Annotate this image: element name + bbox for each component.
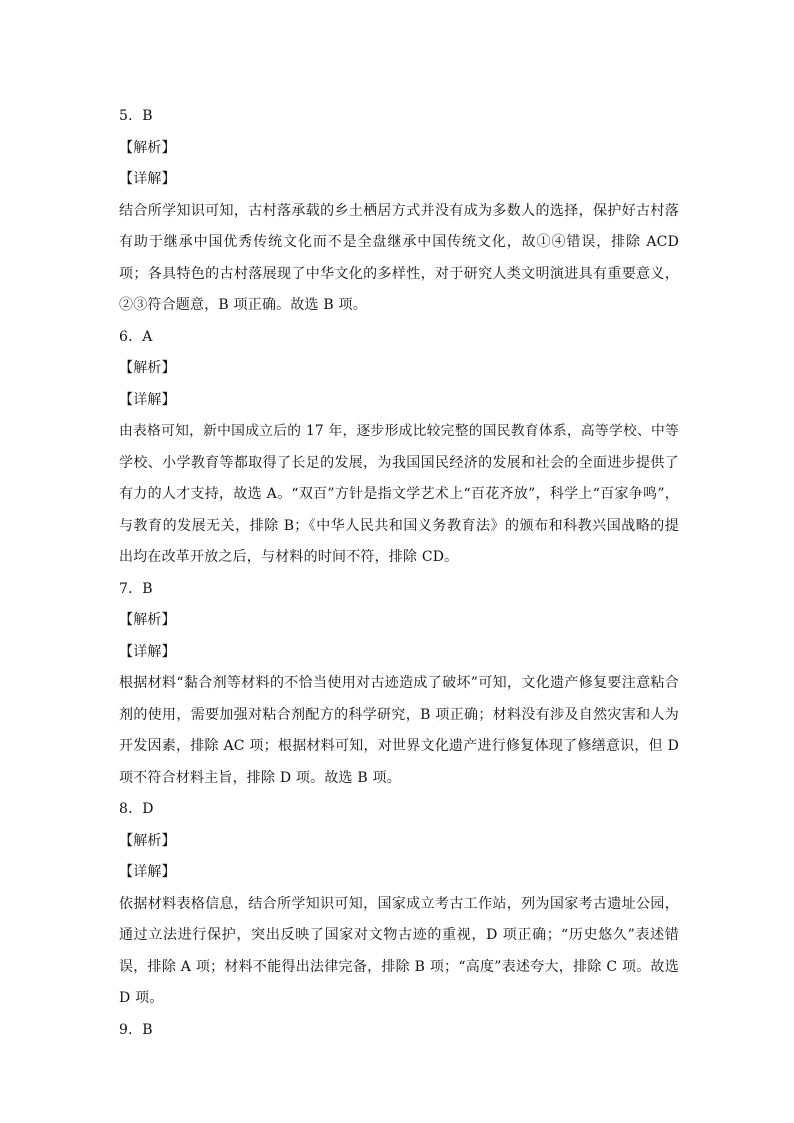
paragraph-line: 与教育的发展无关，排除 B；《中华人民共和国义务教育法》的颁布和科教兴国战略的提 — [119, 517, 679, 534]
detail-heading: 【详解】 — [119, 391, 176, 408]
paragraph-line: 项；各具特色的古村落展现了中华文化的多样性，对于研究人类文明演进具有重要意义， — [119, 265, 679, 282]
question-number: 7．B — [119, 580, 153, 597]
analysis-heading: 【解析】 — [119, 360, 176, 376]
question-number: 8．D — [119, 801, 154, 817]
paragraph-line: D 项。 — [119, 990, 164, 1006]
paragraph-line: 出均在改革开放之后，与材料的时间不符，排除 CD。 — [119, 549, 459, 565]
paragraph-line: ②③符合题意，B 项正确。故选 B 项。 — [119, 297, 367, 313]
paragraph-line: 由表格可知，新中国成立后的 17 年，逐步形成比较完整的国民教育体系，高等学校、中等 — [119, 423, 679, 439]
detail-heading: 【详解】 — [119, 171, 176, 187]
paragraph-line: 根据材料“黏合剂等材料的不恰当使用对古迹造成了破坏”可知，文化遗产修复要注意粘合 — [119, 675, 679, 691]
paragraph-line: 误，排除 A 项；材料不能得出法律完备，排除 B 项；“高度”表述夸大，排除 C 项。故选 — [119, 958, 679, 975]
detail-heading: 【详解】 — [119, 643, 176, 660]
paragraph-line: 学校、小学教育等都取得了长足的发展，为我国国民经济的发展和社会的全面进步提供了 — [119, 454, 679, 471]
paragraph-line: 有力的人才支持，故选 A。“双百”方针是指文学艺术上“百花齐放”，科学上“百家争鸣”， — [119, 486, 679, 502]
question-number: 6．A — [119, 328, 153, 345]
question-number: 9．B — [119, 1021, 153, 1038]
question-number: 5．B — [119, 108, 153, 124]
paragraph-line: 通过立法进行保护，突出反映了国家对文物古迹的重视，D 项正确；“历史悠久”表述错 — [119, 927, 679, 943]
paragraph-line: 有助于继承中国优秀传统文化而不是全盘继承中国传统文化，故①④错误，排除 ACD — [119, 234, 679, 250]
analysis-heading: 【解析】 — [119, 139, 176, 156]
analysis-heading: 【解析】 — [119, 612, 176, 628]
answer-text-block — [119, 101, 679, 1046]
detail-heading: 【详解】 — [119, 864, 176, 880]
paragraph-line: 依据材料表格信息，结合所学知识可知，国家成立考古工作站，列为国家考古遗址公园， — [119, 895, 679, 912]
paragraph-line: 结合所学知识可知，古村落承载的乡土栖居方式并没有成为多数人的选择，保护好古村落 — [119, 202, 679, 219]
analysis-heading: 【解析】 — [119, 832, 176, 849]
paragraph-line: 开发因素，排除 AC 项；根据材料可知，对世界文化遗产进行修复体现了修缮意识，但 D — [119, 738, 679, 754]
paragraph-line: 剂的使用，需要加强对粘合剂配方的科学研究，B 项正确；材料没有涉及自然灾害和人为 — [119, 706, 679, 723]
paragraph-line: 项不符合材料主旨，排除 D 项。故选 B 项。 — [119, 769, 401, 786]
